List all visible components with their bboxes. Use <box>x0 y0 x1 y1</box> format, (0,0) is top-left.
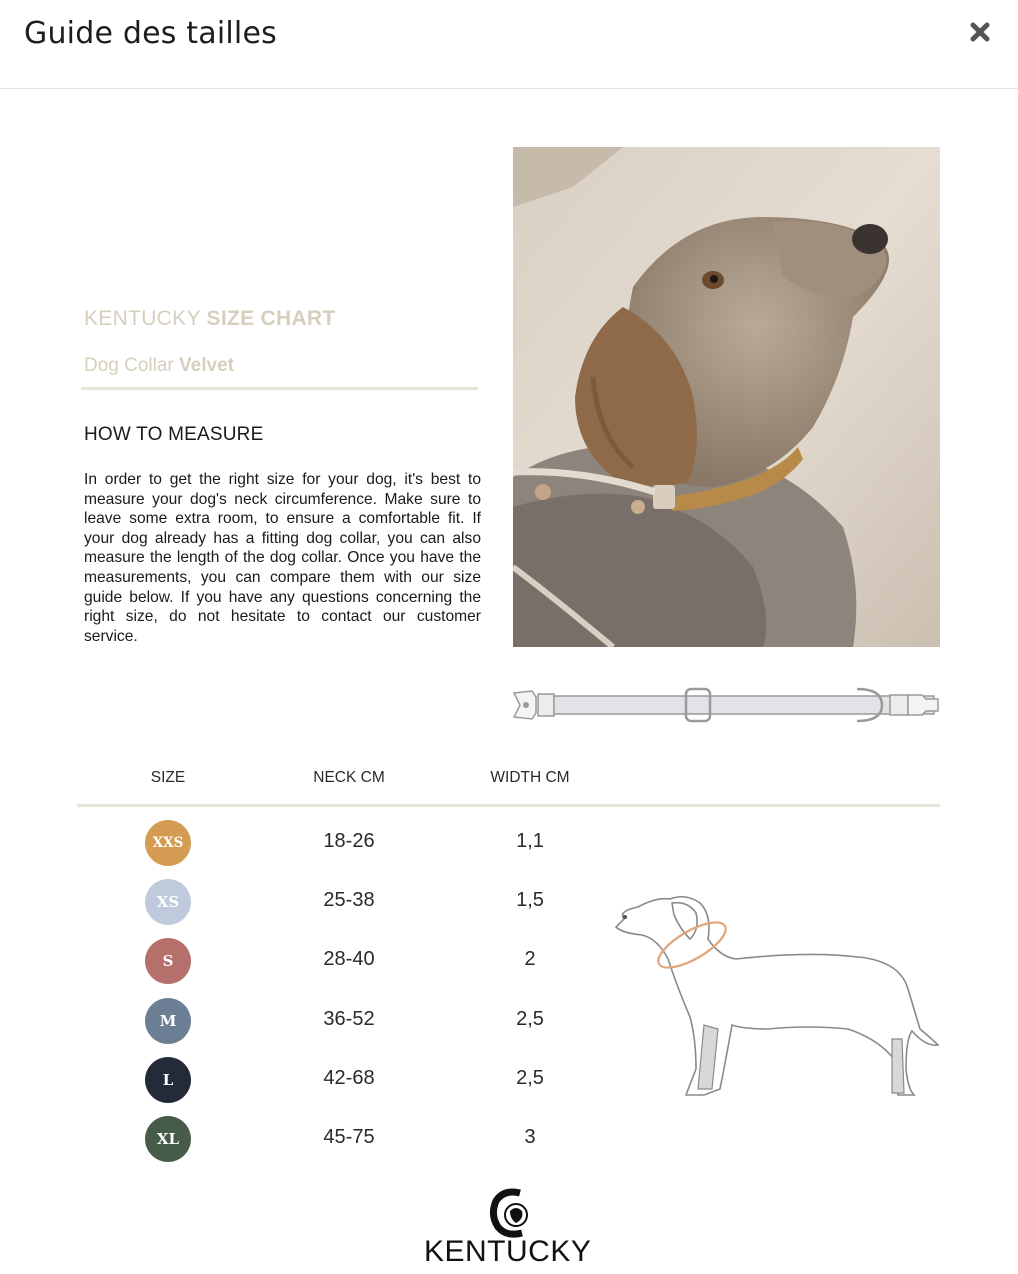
horse-logo-icon <box>482 1187 538 1239</box>
product-type: Dog Collar <box>84 355 174 376</box>
width-cell: 1,1 <box>516 830 544 852</box>
size-chart-label: SIZE CHART <box>206 307 336 330</box>
table-row <box>0 996 640 1046</box>
table-row <box>0 1055 640 1105</box>
product-variant: Velvet <box>179 355 234 376</box>
neck-cell: 28-40 <box>323 948 375 971</box>
neck-cell: 18-26 <box>323 830 375 852</box>
width-cell: 2,5 <box>516 1066 544 1089</box>
divider <box>77 804 940 807</box>
collar-drawing <box>512 685 940 725</box>
size-chart-heading <box>84 307 336 331</box>
product-name <box>84 355 234 377</box>
how-to-measure-text: In order to get the right size for your dog, it's best to measure your dog's neck circumference. Make sure to leave some extra room, to ensure a comfortable fit. If your dog already has a fitting dog collar, you can also measure the length of the dog collar. Once you have the measurements, you can compare them with our size guide below. If you have any questions concerning the right size, do not hesitate to contact our customer service. <box>84 471 481 645</box>
neck-cell: 45-75 <box>323 1126 375 1148</box>
size-badge: XS <box>145 879 191 925</box>
brand-name: KENTUCKY <box>84 307 201 330</box>
modal-title: Guide des tailles <box>24 16 277 51</box>
column-header-size: SIZE <box>150 769 186 786</box>
column-header-width: WIDTH CM <box>490 769 570 786</box>
divider <box>81 387 478 390</box>
size-badge: M <box>145 998 191 1044</box>
width-cell: 1,5 <box>516 889 544 912</box>
table-row <box>0 936 640 986</box>
neck-cell: 25-38 <box>323 889 375 912</box>
size-badge: XXS <box>145 820 191 866</box>
neck-cell: 36-52 <box>323 1007 375 1030</box>
size-table-header <box>0 769 1018 793</box>
table-row <box>0 818 640 868</box>
modal-header <box>0 0 1018 89</box>
dog-outline-illustration <box>608 889 942 1111</box>
how-to-measure-heading: HOW TO MEASURE <box>84 424 264 445</box>
dog-photo <box>513 147 940 647</box>
close-button[interactable] <box>962 14 998 50</box>
kentucky-logo <box>424 1187 590 1271</box>
size-badge: XL <box>145 1116 191 1162</box>
width-cell: 3 <box>524 1126 536 1148</box>
neck-cell: 42-68 <box>323 1066 375 1089</box>
size-guide-content <box>0 89 1018 1274</box>
size-badge: L <box>145 1057 191 1103</box>
table-row <box>0 1114 640 1164</box>
width-cell: 2,5 <box>516 1007 544 1030</box>
table-row <box>0 877 640 927</box>
width-cell: 2 <box>524 948 536 971</box>
size-badge: S <box>145 938 191 984</box>
column-header-neck: NECK CM <box>313 769 385 786</box>
close-icon <box>969 21 991 43</box>
logo-wordmark: KENTUCKY <box>424 1235 592 1268</box>
